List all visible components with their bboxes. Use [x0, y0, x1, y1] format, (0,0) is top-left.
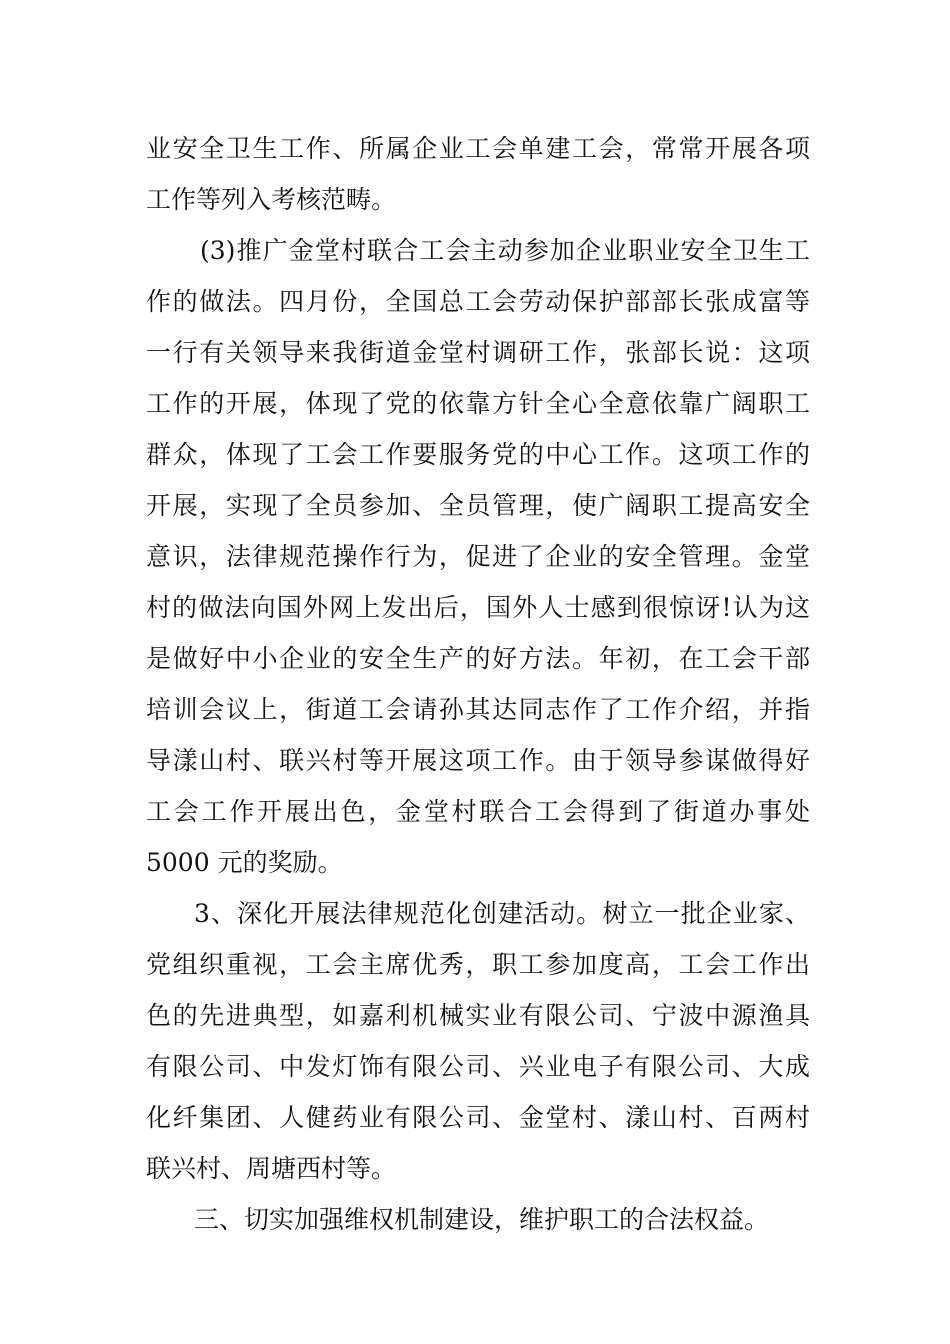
section-heading: 三、切实加强维权机制建设，维护职工的合法权益。 [194, 1205, 770, 1234]
text-line: 导漾山村、联兴村等开展这项工作。由于领导参谋做得好 [146, 746, 810, 775]
text-line: 5000 元的奖励。 [146, 848, 343, 877]
text-line: 群众，体现了工会工作要服务党的中心工作。这项工作的 [146, 440, 810, 469]
text-line: 党组织重视，工会主席优秀，职工参加度高，工会工作出 [146, 950, 810, 979]
text-line: 一行有关领导来我街道金堂村调研工作，张部长说：这项 [146, 338, 810, 367]
text-line: 意识，法律规范操作行为，促进了企业的安全管理。金堂 [146, 542, 810, 571]
text-line: 工作的开展，体现了党的依靠方针全心全意依靠广阔职工 [146, 389, 810, 418]
text-line: 色的先进典型，如嘉利机械实业有限公司、宁波中源渔具 [146, 1001, 810, 1030]
text-line: 有限公司、中发灯饰有限公司、兴业电子有限公司、大成 [146, 1052, 810, 1081]
text-line: 开展，实现了全员参加、全员管理，使广阔职工提高安全 [146, 491, 810, 520]
text-line: 工会工作开展出色，金堂村联合工会得到了街道办事处 [146, 797, 810, 826]
text-line: (3)推广金堂村联合工会主动参加企业职业安全卫生工 [200, 236, 810, 265]
text-line: 联兴村、周塘西村等。 [146, 1154, 397, 1183]
text-line: 化纤集团、人健药业有限公司、金堂村、漾山村、百两村 [146, 1103, 810, 1132]
text-line: 工作等列入考核范畴。 [146, 185, 397, 214]
text-line: 业安全卫生工作、所属企业工会单建工会，常常开展各项 [146, 134, 810, 163]
text-line: 培训会议上，街道工会请孙其达同志作了工作介绍，并指 [146, 695, 810, 724]
text-line: 3、深化开展法律规范化创建活动。树立一批企业家、 [194, 899, 810, 928]
text-line: 是做好中小企业的安全生产的好方法。年初，在工会干部 [146, 644, 810, 673]
text-line: 村的做法向国外网上发出后，国外人士感到很惊讶!认为这 [146, 593, 810, 622]
text-line: 作的做法。四月份，全国总工会劳动保护部部长张成富等 [146, 287, 810, 316]
